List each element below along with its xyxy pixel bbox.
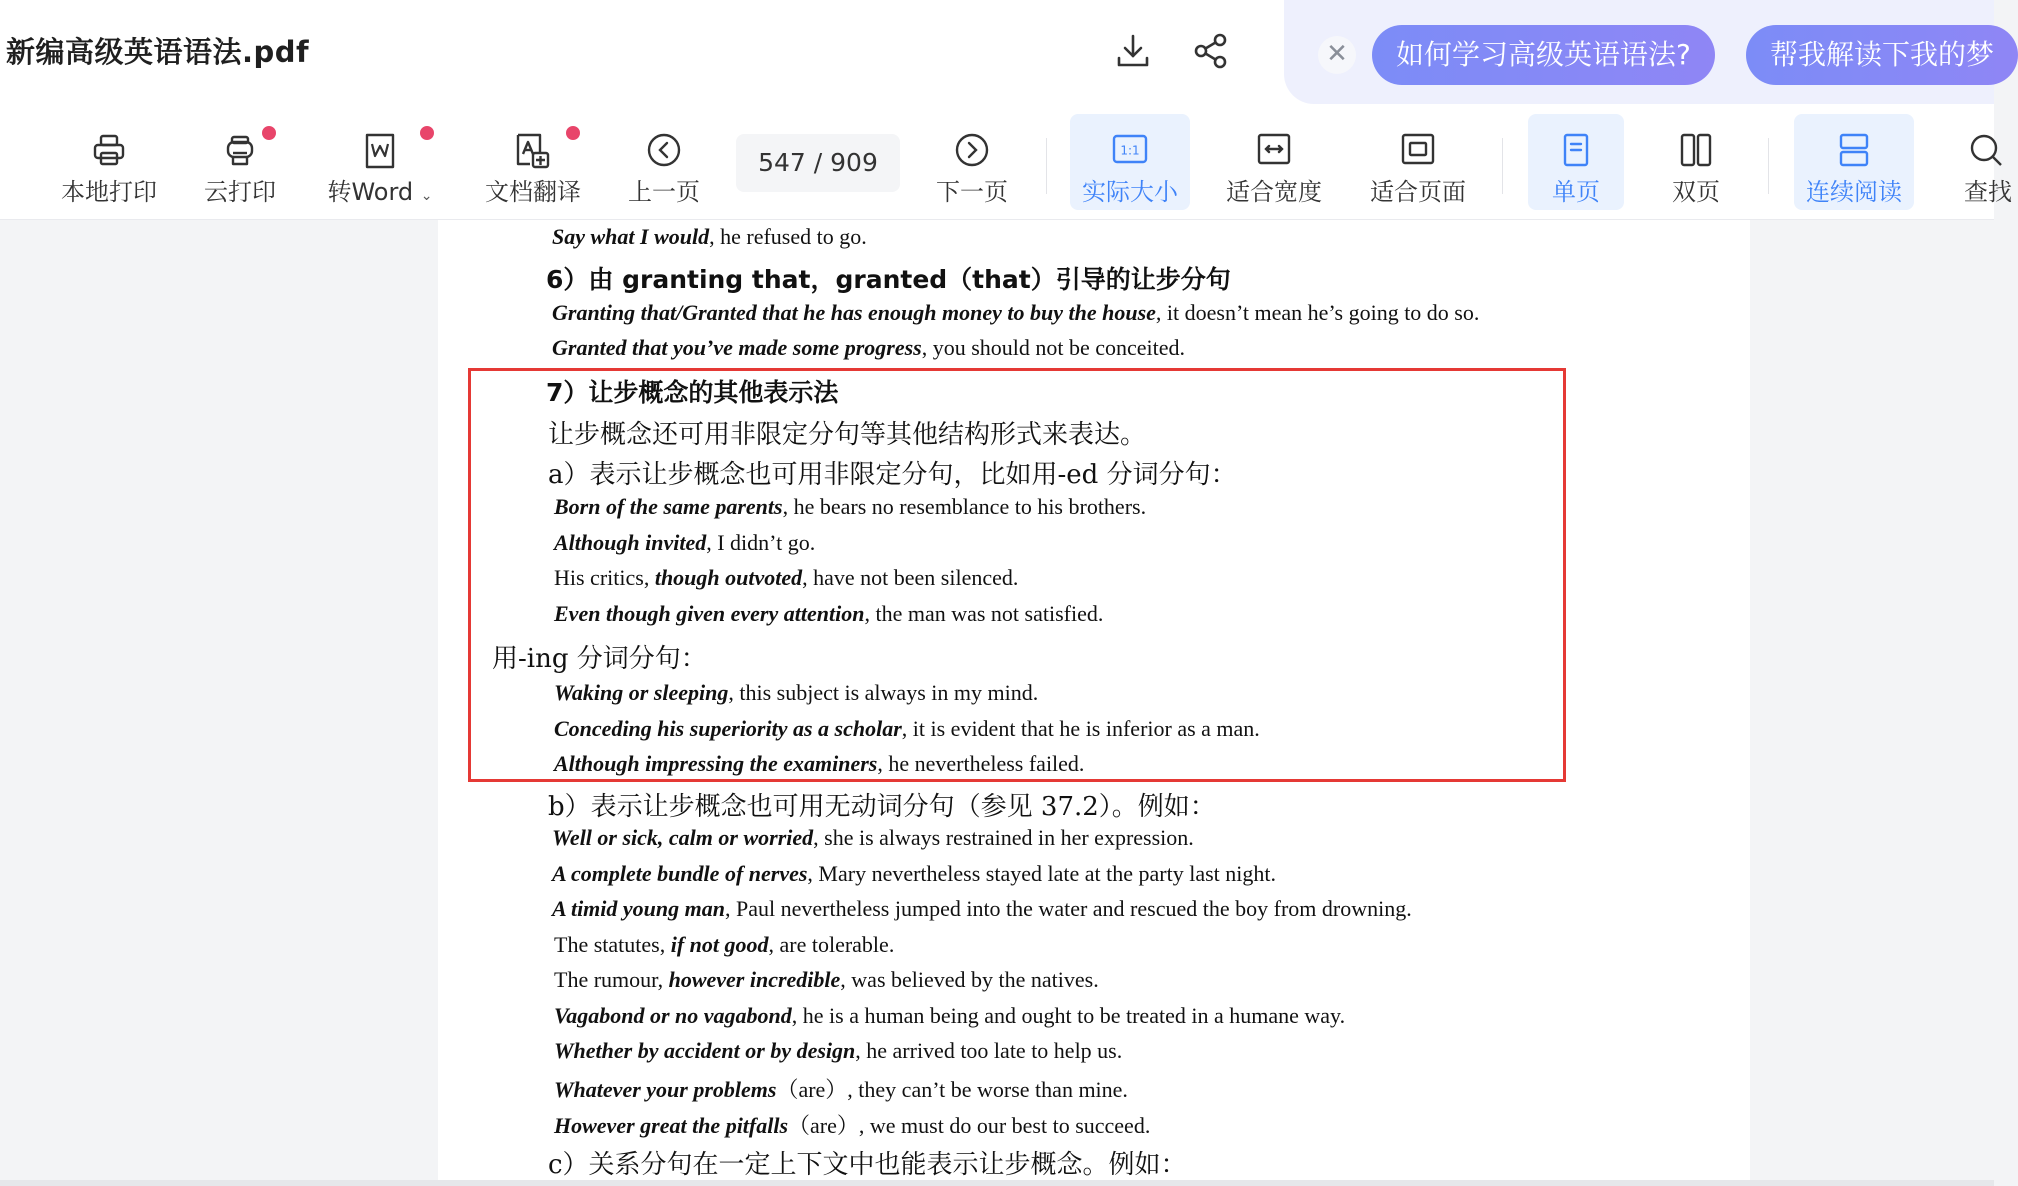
doc-line: Whatever your problems（are）, they can’t be worse than mine. — [554, 1077, 1128, 1102]
chevron-right-circle-icon — [920, 132, 1024, 172]
notification-dot — [262, 126, 276, 140]
doc-line: The rumour, however incredible, was believed by the natives. — [554, 967, 1099, 992]
doc-line: However great the pitfalls（are）, we must do our best to succeed. — [554, 1113, 1151, 1138]
single-page-button[interactable]: 单页 — [1528, 114, 1624, 210]
actual-size-icon — [1070, 132, 1190, 172]
fit-page-button[interactable]: 适合页面 — [1358, 114, 1478, 210]
doc-line-cn: 让步概念还可用非限定分句等其他结构形式来表达。 — [548, 420, 1147, 450]
divider — [1768, 138, 1769, 194]
prev-page-button[interactable]: 上一页 — [612, 114, 716, 210]
search-button[interactable]: 查找 — [1938, 114, 1994, 210]
doc-line: A timid young man, Paul nevertheless jumped into the water and rescued the boy from drowning. — [552, 896, 1412, 921]
chevron-left-circle-icon — [612, 132, 716, 172]
search-icon — [1938, 132, 1994, 172]
notification-dot — [566, 126, 580, 140]
fit-width-icon — [1214, 132, 1334, 172]
single-page-icon — [1528, 132, 1624, 172]
document-title: 新编高级英语语法.pdf — [6, 35, 310, 69]
doc-line: Granting that/Granted that he has enough money to buy the house, it doesn’t mean he’s going to do so. — [552, 300, 1480, 325]
fit-width-button[interactable]: 适合宽度 — [1214, 114, 1334, 210]
ai-chip-dream[interactable]: 帮我解读下我的梦 — [1746, 25, 2018, 85]
doc-line: Even though given every attention, the man was not satisfied. — [554, 601, 1104, 626]
pdf-page — [438, 220, 1750, 1186]
doc-line: The statutes, if not good, are tolerable. — [554, 932, 895, 957]
doc-line: A complete bundle of nerves, Mary nevertheless stayed late at the party last night. — [552, 861, 1276, 886]
download-icon[interactable] — [1108, 26, 1158, 76]
printer-icon — [50, 132, 168, 172]
doc-line: Well or sick, calm or worried, she is always restrained in her expression. — [552, 825, 1194, 850]
doc-line: Although invited, I didn’t go. — [554, 530, 816, 555]
double-page-icon — [1648, 132, 1744, 172]
share-icon[interactable] — [1186, 26, 1236, 76]
translate-button[interactable]: 文档翻译 — [478, 114, 588, 210]
doc-line: Although impressing the examiners, he nevertheless failed. — [554, 751, 1085, 776]
fit-page-icon — [1358, 132, 1478, 172]
cloud-print-button[interactable]: 云打印 — [190, 114, 290, 210]
ai-suggestion-panel — [1284, 0, 1994, 104]
doc-line: Whether by accident or by design, he arrived too late to help us. — [554, 1038, 1123, 1063]
convert-word-button[interactable]: 转Word ⌄ — [318, 114, 442, 210]
svg-text:1:1: 1:1 — [1120, 143, 1140, 158]
doc-line: Vagabond or no vagabond, he is a human being and ought to be treated in a humane way. — [554, 1003, 1346, 1028]
double-page-button[interactable]: 双页 — [1648, 114, 1744, 210]
next-page-button[interactable]: 下一页 — [920, 114, 1024, 210]
chevron-down-icon: ⌄ — [420, 188, 433, 204]
cloud-printer-icon — [190, 132, 290, 172]
doc-line-cn: a）表示让步概念也可用非限定分句，比如用-ed 分词分句： — [548, 460, 1237, 490]
section-heading: 7）让步概念的其他表示法 — [546, 378, 839, 407]
close-icon[interactable]: ✕ — [1318, 36, 1356, 74]
doc-line: Born of the same parents, he bears no resemblance to his brothers. — [554, 494, 1147, 519]
local-print-button[interactable]: 本地打印 — [50, 114, 168, 210]
continuous-reading-button[interactable]: 连续阅读 — [1794, 114, 1914, 210]
doc-line: Say what I would, he refused to go. — [552, 224, 867, 249]
actual-size-button[interactable]: 1:1 实际大小 — [1070, 114, 1190, 210]
doc-line: Waking or sleeping, this subject is always in my mind. — [554, 680, 1039, 705]
title-bar — [0, 0, 1994, 104]
ai-chip-learn-grammar[interactable]: 如何学习高级英语语法? — [1372, 25, 1715, 85]
doc-line: His critics, though outvoted, have not been silenced. — [554, 565, 1019, 590]
page-number-input[interactable]: 547 / 909 — [736, 134, 900, 192]
doc-line-cn: c）关系分句在一定上下文中也能表示让步概念。例如： — [548, 1150, 1187, 1180]
doc-line-cn: 用-ing 分词分句： — [492, 644, 707, 674]
divider — [1502, 138, 1503, 194]
section-heading: 6）由 granting that，granted（that）引导的让步分句 — [546, 265, 1231, 294]
continuous-reading-icon — [1794, 132, 1914, 172]
bottom-border — [0, 1180, 1994, 1186]
notification-dot — [420, 126, 434, 140]
doc-line: Conceding his superiority as a scholar, it is evident that he is inferior as a man. — [554, 716, 1260, 741]
toolbar — [0, 104, 2012, 220]
doc-line: Granted that you’ve made some progress, you should not be conceited. — [552, 335, 1186, 360]
divider — [1046, 138, 1047, 194]
doc-line-cn: b）表示让步概念也可用无动词分句（参见 37.2）。例如： — [548, 792, 1216, 822]
